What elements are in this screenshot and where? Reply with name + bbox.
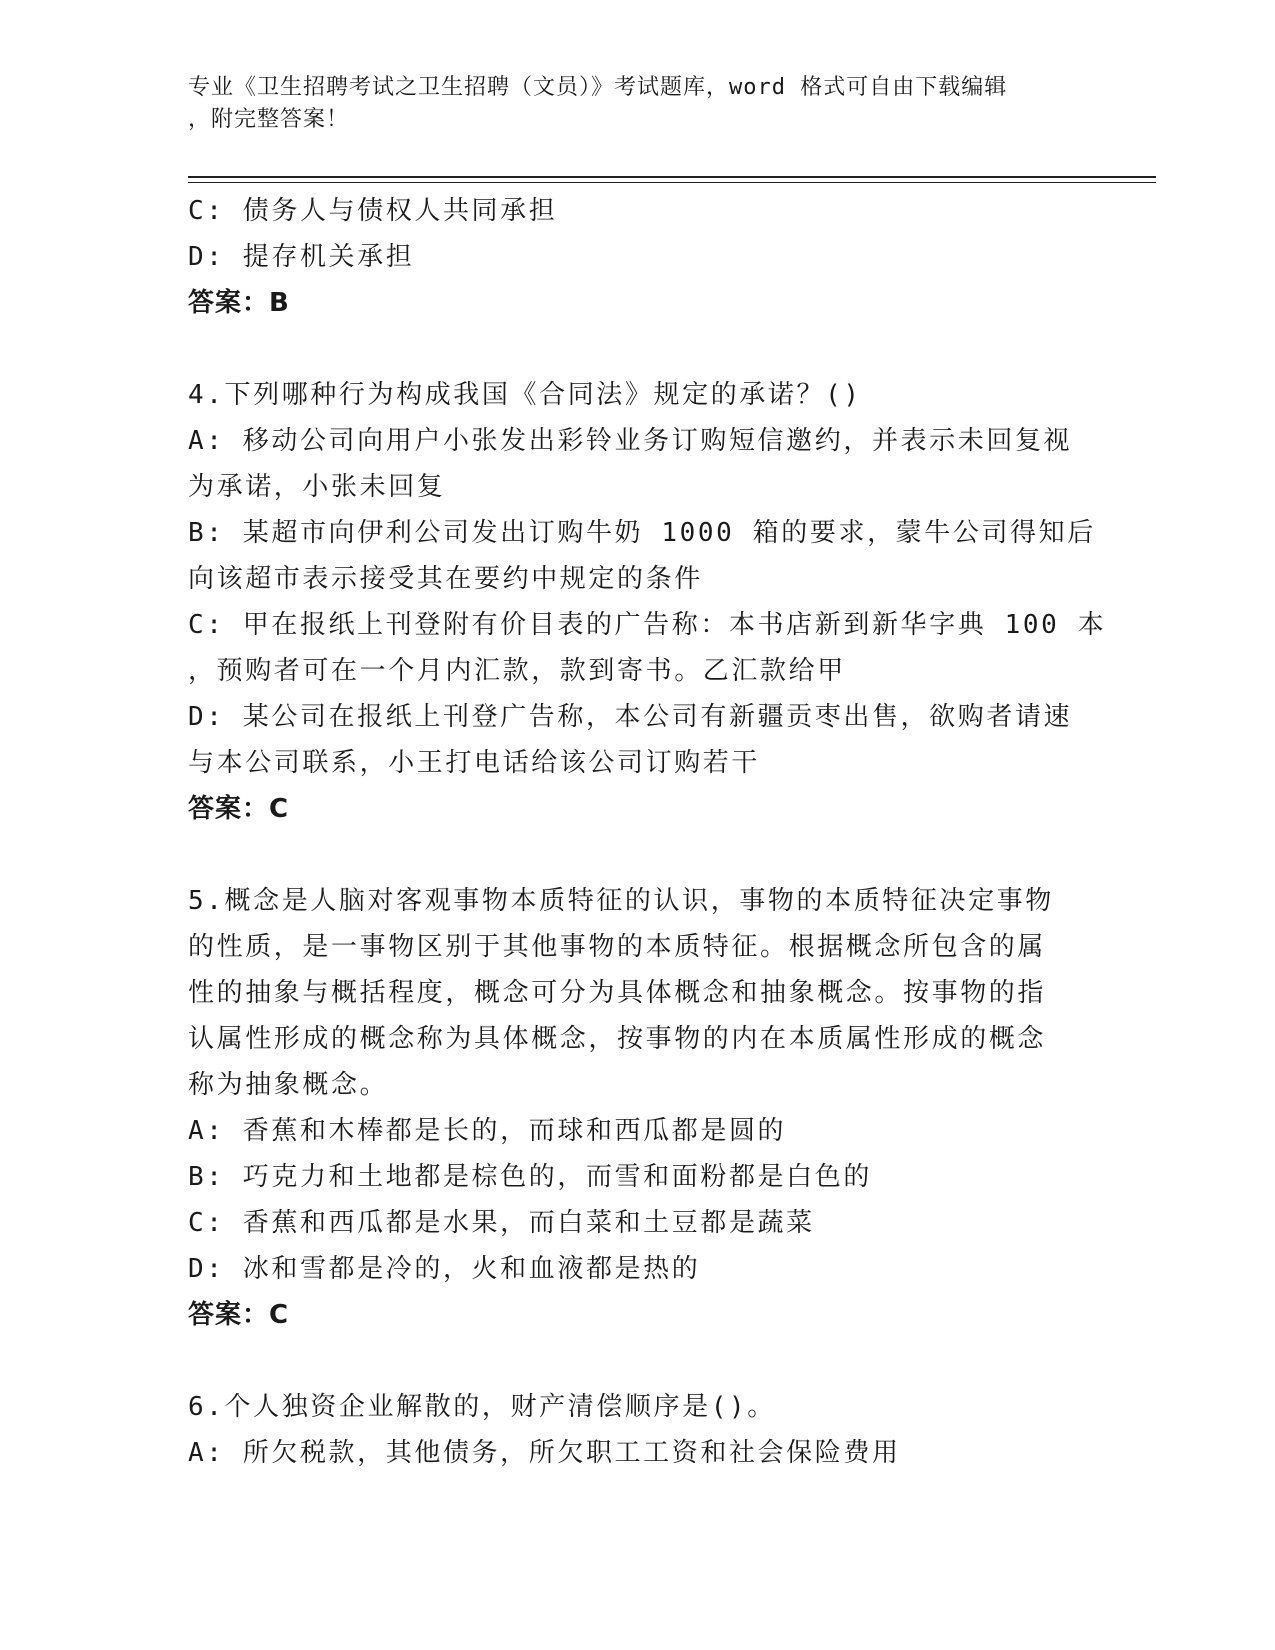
header-line-2: ，附完整答案！ bbox=[188, 107, 350, 132]
q5-option-d: D: 冰和雪都是冷的，火和血液都是热的 bbox=[188, 1254, 701, 1284]
header-rule-thick bbox=[188, 176, 1156, 178]
q5-option-a: A: 香蕉和木棒都是长的，而球和西瓜都是圆的 bbox=[188, 1116, 787, 1146]
document-header bbox=[188, 72, 1068, 136]
q4-option-d-line-2: 与本公司联系，小王打电话给该公司订购若干 bbox=[188, 748, 761, 778]
q4-option-d-line-1: D: 某公司在报纸上刊登广告称，本公司有新疆贡枣出售，欲购者请速 bbox=[188, 702, 1073, 732]
q4-option-b-line-1: B: 某超市向伊利公司发出订购牛奶 1000 箱的要求，蒙牛公司得知后 bbox=[188, 518, 1096, 548]
q5-option-c: C: 香蕉和西瓜都是水果，而白菜和土豆都是蔬菜 bbox=[188, 1208, 815, 1238]
spacer bbox=[188, 326, 1088, 372]
q4-option-c-line-2: ，预购者可在一个月内汇款，款到寄书。乙汇款给甲 bbox=[188, 656, 846, 686]
q4-option-a-line-2: 为承诺，小张未回复 bbox=[188, 472, 446, 502]
question-content bbox=[188, 188, 1107, 1476]
q5-stem-line-4: 认属性形成的概念称为具体概念，按事物的内在本质属性形成的概念 bbox=[188, 1024, 1047, 1054]
q5-option-b: B: 巧克力和土地都是棕色的，而雪和面粉都是白色的 bbox=[188, 1162, 872, 1192]
spacer bbox=[188, 1338, 1088, 1384]
q3-answer: 答案：B bbox=[188, 288, 290, 318]
question-4-block bbox=[188, 372, 1107, 832]
spacer bbox=[188, 832, 1088, 878]
q4-option-c-line-1: C: 甲在报纸上刊登附有价目表的广告称：本书店新到新华字典 100 本 bbox=[188, 610, 1107, 640]
q5-stem-line-2: 的性质，是一事物区别于其他事物的本质特征。根据概念所包含的属 bbox=[188, 932, 1047, 962]
q4-stem: 4.下列哪种行为构成我国《合同法》规定的承诺？() bbox=[188, 380, 862, 410]
q4-answer: 答案：C bbox=[188, 794, 290, 824]
q4-option-a-line-1: A: 移动公司向用户小张发出彩铃业务订购短信邀约，并表示未回复视 bbox=[188, 426, 1073, 456]
q3-option-d: D: 提存机关承担 bbox=[188, 242, 415, 272]
question-6-block bbox=[188, 1384, 1088, 1476]
q5-stem-line-5: 称为抽象概念。 bbox=[188, 1070, 389, 1100]
q4-option-b-line-2: 向该超市表示接受其在要约中规定的条件 bbox=[188, 564, 703, 594]
question-5-block bbox=[188, 878, 1088, 1338]
q6-stem: 6.个人独资企业解散的，财产清偿顺序是()。 bbox=[188, 1392, 776, 1422]
q5-stem-line-3: 性的抽象与概括程度，概念可分为具体概念和抽象概念。按事物的指 bbox=[188, 978, 1047, 1008]
header-rule-thin bbox=[188, 182, 1156, 183]
q5-stem-line-1: 5.概念是人脑对客观事物本质特征的认识，事物的本质特征决定事物 bbox=[188, 886, 1054, 916]
q5-answer: 答案：C bbox=[188, 1300, 290, 1330]
q3-option-c: C: 债务人与债权人共同承担 bbox=[188, 196, 558, 226]
header-line-1: 专业《卫生招聘考试之卫生招聘（文员）》考试题库，word 格式可自由下载编辑 bbox=[188, 75, 1008, 100]
q6-option-a: A: 所欠税款，其他债务，所欠职工工资和社会保险费用 bbox=[188, 1438, 901, 1468]
question-3-block bbox=[188, 188, 1088, 326]
